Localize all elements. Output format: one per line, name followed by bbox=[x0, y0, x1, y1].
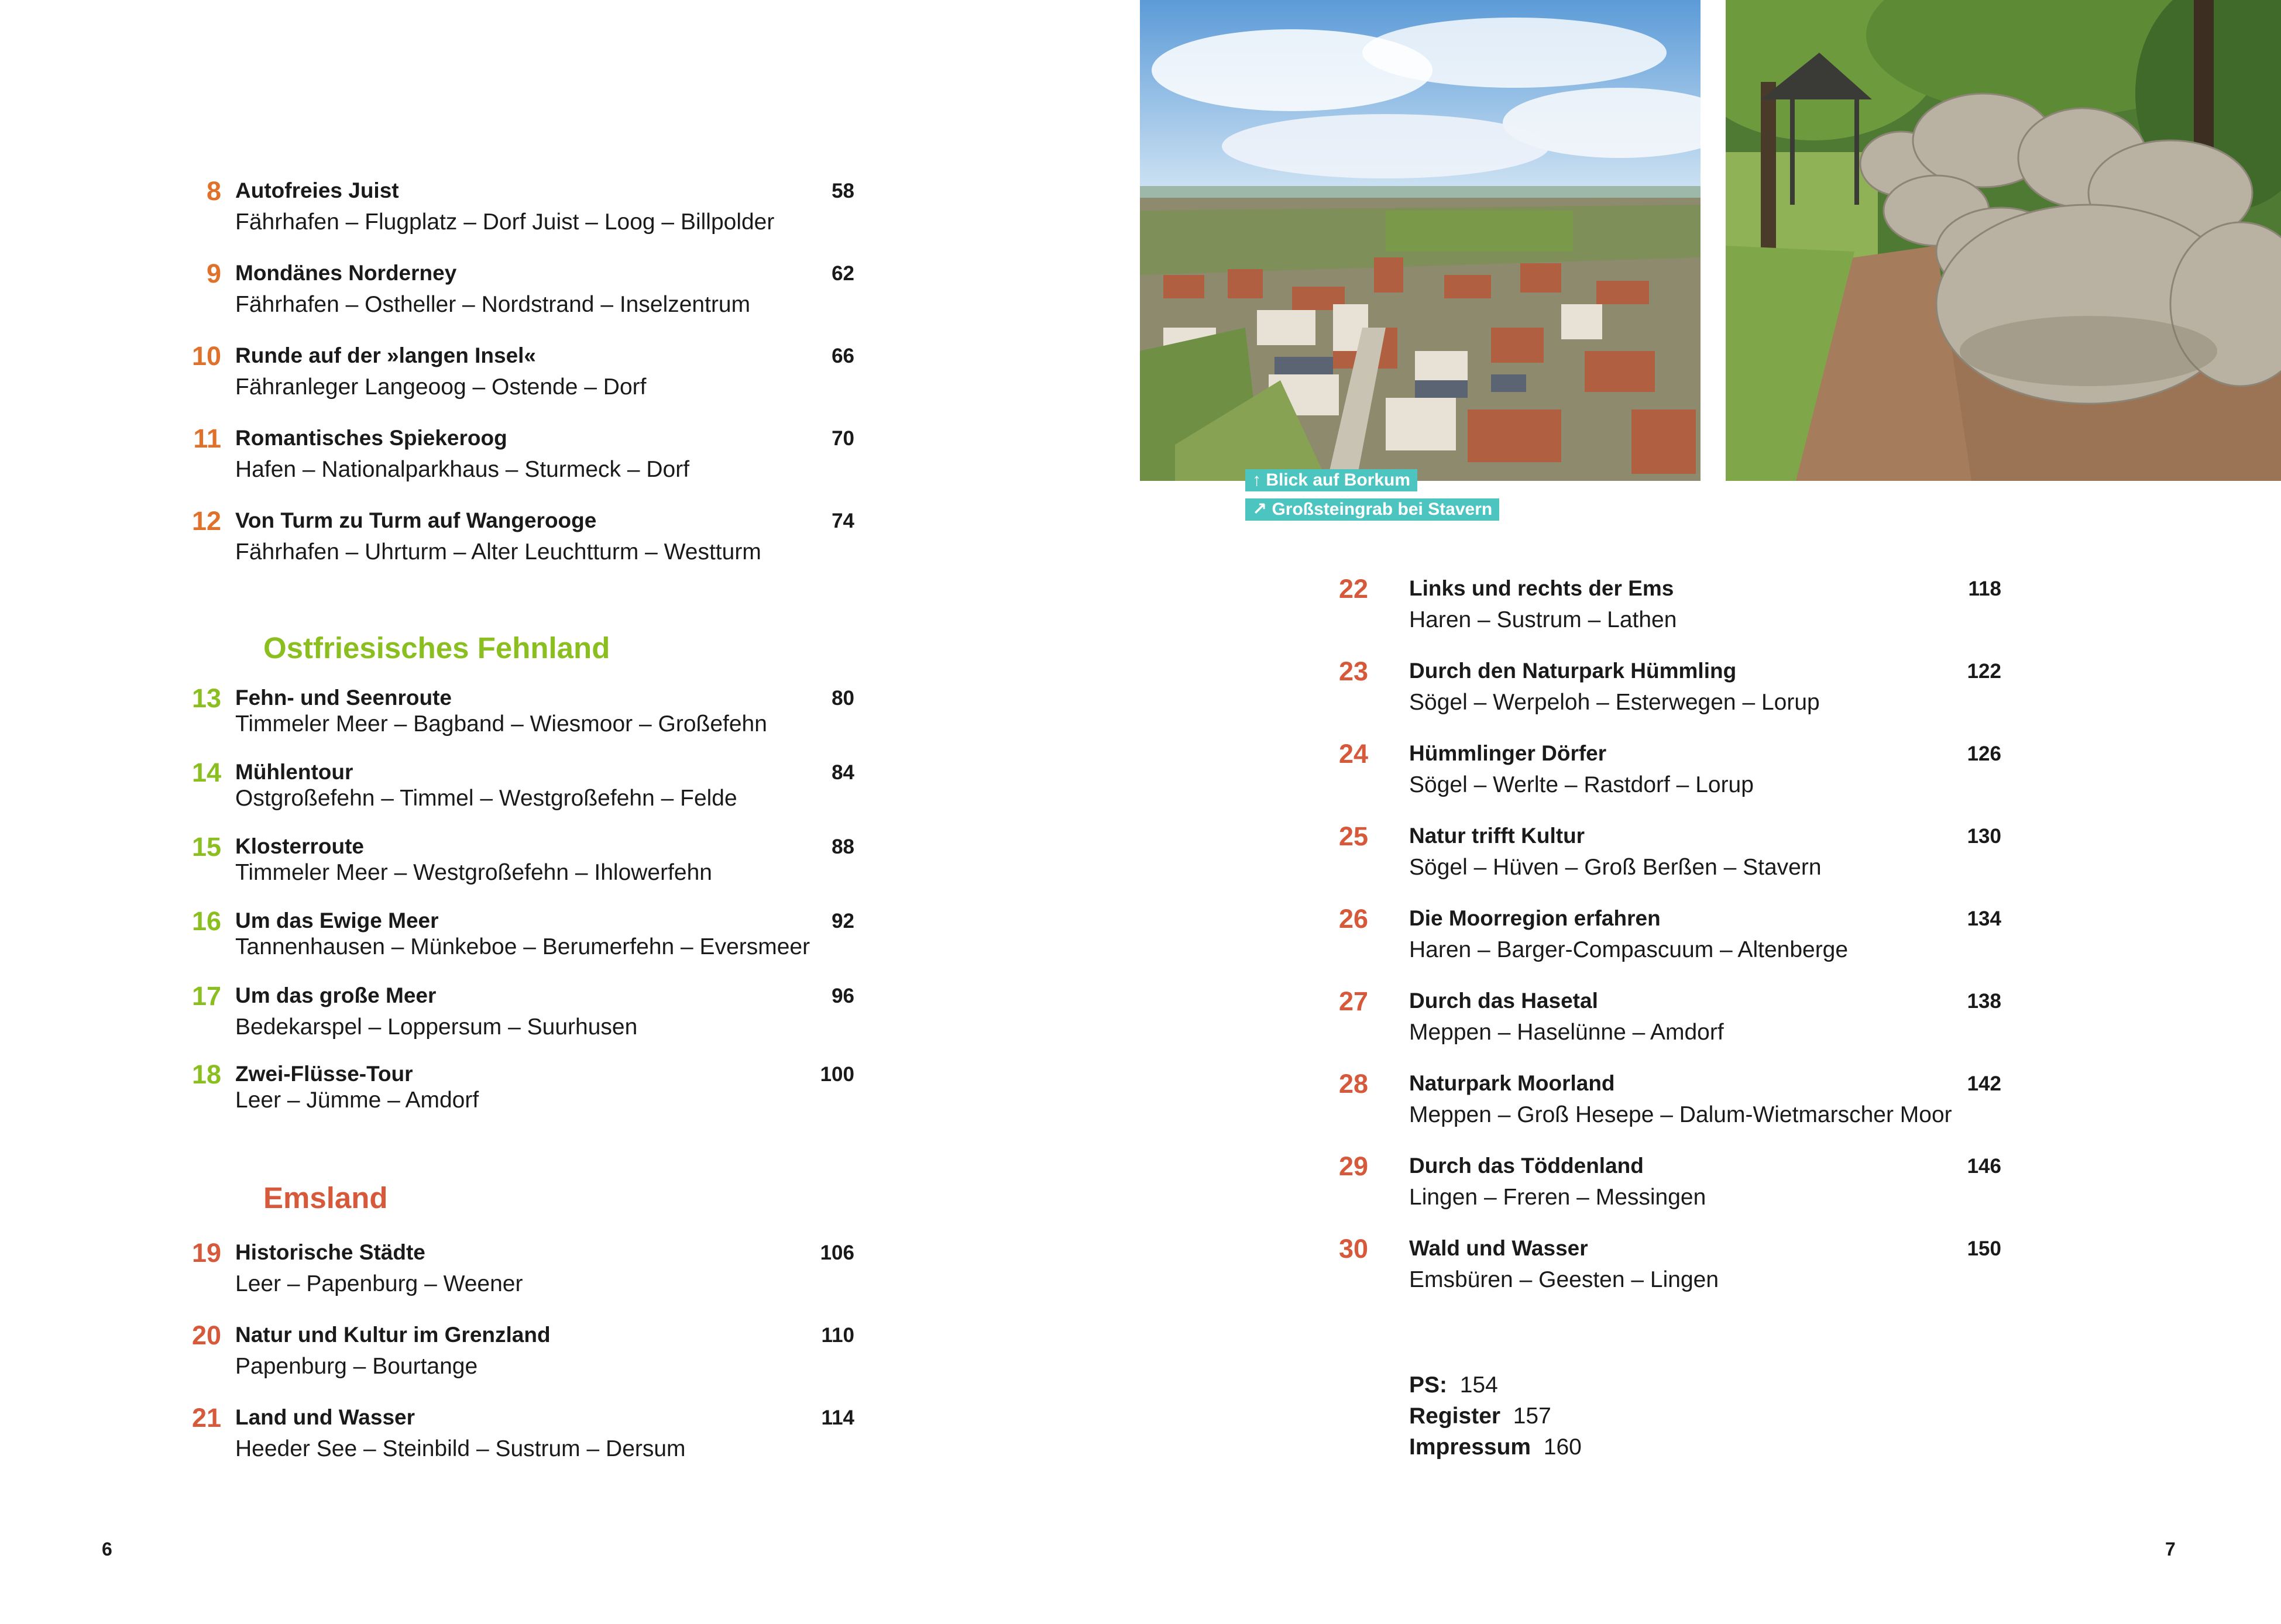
route-stops: Fährhafen – Uhrturm – Alter Leuchtturm – Westturm bbox=[235, 539, 761, 565]
page-number-left: 6 bbox=[102, 1539, 112, 1560]
route-stops: Meppen – Haselünne – Amdorf bbox=[1409, 1020, 1724, 1045]
route-title: Um das große Meer bbox=[235, 983, 437, 1007]
route-title: Historische Städte bbox=[235, 1240, 425, 1264]
route-number: 27 bbox=[1338, 986, 1368, 1016]
route-stops: Timmeler Meer – Westgroßefehn – Ihlowerfehn bbox=[235, 860, 713, 885]
photo-borkum bbox=[1140, 0, 1701, 481]
route-page: 114 bbox=[821, 1406, 854, 1429]
route-stops: Sögel – Werlte – Rastdorf – Lorup bbox=[1409, 772, 1754, 797]
route-stops: Bedekarspel – Loppersum – Suurhusen bbox=[235, 1014, 638, 1040]
route-title: Land und Wasser bbox=[235, 1405, 415, 1429]
route-title: Klosterroute bbox=[235, 834, 364, 858]
caption-borkum: ↑ Blick auf Borkum bbox=[1245, 469, 1417, 491]
route-page: 58 bbox=[832, 180, 854, 202]
extra-label: Impressum bbox=[1409, 1434, 1531, 1460]
route-title: Wald und Wasser bbox=[1409, 1236, 1588, 1260]
route-page: 62 bbox=[832, 262, 854, 285]
route-page: 150 bbox=[1967, 1237, 2001, 1260]
route-page: 110 bbox=[821, 1324, 854, 1347]
route-title: Zwei-Flüsse-Tour bbox=[235, 1062, 413, 1086]
route-number: 19 bbox=[191, 1238, 221, 1268]
route-title: Natur trifft Kultur bbox=[1409, 824, 1585, 848]
route-stops: Emsbüren – Geesten – Lingen bbox=[1409, 1267, 1719, 1292]
route-title: Autofreies Juist bbox=[235, 178, 399, 202]
route-number: 9 bbox=[206, 259, 221, 288]
route-title: Naturpark Moorland bbox=[1409, 1071, 1615, 1095]
route-title: Runde auf der »langen Insel« bbox=[235, 343, 537, 367]
extra-page: 154 bbox=[1459, 1372, 1498, 1398]
route-stops: Timmeler Meer – Bagband – Wiesmoor – Großefehn bbox=[235, 711, 767, 737]
route-page: 84 bbox=[832, 761, 854, 784]
route-stops: Leer – Jümme – Amdorf bbox=[235, 1088, 479, 1113]
route-title: Durch das Töddenland bbox=[1409, 1154, 1644, 1178]
route-stops: Haren – Barger-Compascuum – Altenberge bbox=[1409, 937, 1849, 962]
route-page: 96 bbox=[832, 985, 854, 1007]
route-page: 138 bbox=[1967, 990, 2001, 1013]
route-page: 70 bbox=[832, 427, 854, 450]
route-page: 80 bbox=[832, 687, 854, 710]
route-title: Von Turm zu Turm auf Wangerooge bbox=[235, 508, 597, 532]
route-title: Durch das Hasetal bbox=[1409, 989, 1598, 1013]
route-number: 12 bbox=[191, 506, 221, 536]
route-stops: Fährhafen – Flugplatz – Dorf Juist – Loog – Billpolder bbox=[235, 209, 775, 235]
route-stops: Tannenhausen – Münkeboe – Berumerfehn – Eversmeer bbox=[235, 934, 810, 959]
route-number: 11 bbox=[193, 424, 221, 453]
route-title: Die Moorregion erfahren bbox=[1409, 906, 1661, 930]
route-title: Romantisches Spiekeroog bbox=[235, 426, 507, 450]
route-stops: Meppen – Groß Hesepe – Dalum-Wietmarscher Moor bbox=[1409, 1102, 1952, 1127]
route-page: 122 bbox=[1967, 660, 2001, 683]
route-title: Hümmlinger Dörfer bbox=[1409, 741, 1607, 765]
route-number: 18 bbox=[191, 1059, 221, 1089]
route-page: 134 bbox=[1967, 907, 2001, 930]
route-number: 29 bbox=[1338, 1151, 1368, 1181]
route-stops: Fähranleger Langeoog – Ostende – Dorf bbox=[235, 374, 647, 400]
route-title: Mühlentour bbox=[235, 760, 353, 784]
route-stops: Haren – Sustrum – Lathen bbox=[1409, 607, 1677, 632]
stone-tomb-image bbox=[1726, 0, 2281, 481]
extra-ps[interactable] bbox=[1409, 1372, 1498, 1398]
route-page: 126 bbox=[1967, 742, 2001, 765]
route-number: 22 bbox=[1338, 574, 1368, 604]
route-title: Durch den Naturpark Hümmling bbox=[1409, 659, 1737, 683]
route-number: 23 bbox=[1338, 656, 1368, 686]
extra-impressum[interactable] bbox=[1409, 1434, 1582, 1460]
section-heading-emsland: Emsland bbox=[263, 1181, 388, 1214]
route-page: 92 bbox=[832, 910, 854, 933]
route-number: 20 bbox=[191, 1320, 221, 1350]
route-title: Um das Ewige Meer bbox=[235, 909, 439, 933]
route-title: Fehn- und Seenroute bbox=[235, 686, 452, 710]
route-stops: Sögel – Hüven – Groß Berßen – Stavern bbox=[1409, 855, 1822, 880]
route-number: 26 bbox=[1338, 904, 1368, 934]
route-number: 8 bbox=[206, 176, 221, 206]
route-page: 146 bbox=[1967, 1155, 2001, 1178]
route-number: 24 bbox=[1338, 739, 1368, 769]
route-page: 118 bbox=[1968, 577, 2001, 600]
route-number: 16 bbox=[191, 906, 221, 936]
route-stops: Lingen – Freren – Messingen bbox=[1409, 1185, 1706, 1210]
route-number: 21 bbox=[191, 1403, 221, 1433]
route-number: 10 bbox=[191, 341, 221, 371]
route-stops: Hafen – Nationalparkhaus – Sturmeck – Dorf bbox=[235, 457, 690, 482]
route-page: 100 bbox=[820, 1063, 854, 1086]
route-page: 130 bbox=[1967, 825, 2001, 848]
route-number: 25 bbox=[1338, 821, 1368, 851]
route-page: 142 bbox=[1967, 1072, 2001, 1095]
route-page: 106 bbox=[820, 1241, 854, 1264]
page-number-right: 7 bbox=[2165, 1539, 2176, 1560]
photo-grosssteingrab bbox=[1726, 0, 2281, 481]
route-title: Mondänes Norderney bbox=[235, 261, 457, 285]
route-number: 13 bbox=[191, 683, 221, 713]
route-number: 28 bbox=[1338, 1069, 1368, 1099]
extra-label: PS: bbox=[1409, 1372, 1448, 1398]
caption-grosssteingrab: ↗ Großsteingrab bei Stavern bbox=[1245, 498, 1499, 521]
extra-register[interactable] bbox=[1409, 1403, 1551, 1429]
extra-page: 157 bbox=[1513, 1403, 1551, 1429]
route-stops: Sögel – Werpeloh – Esterwegen – Lorup bbox=[1409, 690, 1820, 715]
extra-label: Register bbox=[1409, 1403, 1501, 1429]
route-stops: Papenburg – Bourtange bbox=[235, 1354, 478, 1379]
route-number: 14 bbox=[191, 758, 221, 787]
route-title: Natur und Kultur im Grenzland bbox=[235, 1323, 551, 1347]
route-number: 17 bbox=[191, 981, 221, 1011]
route-stops: Heeder See – Steinbild – Sustrum – Dersum bbox=[235, 1436, 686, 1461]
route-page: 88 bbox=[832, 835, 854, 858]
route-stops: Leer – Papenburg – Weener bbox=[235, 1271, 523, 1296]
aerial-town-image bbox=[1140, 0, 1701, 481]
route-number: 15 bbox=[191, 832, 221, 862]
extra-page: 160 bbox=[1543, 1434, 1582, 1460]
route-page: 74 bbox=[832, 510, 854, 532]
route-number: 30 bbox=[1338, 1234, 1368, 1264]
route-title: Links und rechts der Ems bbox=[1409, 576, 1674, 600]
route-stops: Ostgroßefehn – Timmel – Westgroßefehn – Felde bbox=[235, 786, 737, 811]
section-heading-fehnland: Ostfriesisches Fehnland bbox=[263, 631, 610, 665]
route-page: 66 bbox=[832, 345, 854, 367]
route-stops: Fährhafen – Ostheller – Nordstrand – Inselzentrum bbox=[235, 292, 751, 317]
